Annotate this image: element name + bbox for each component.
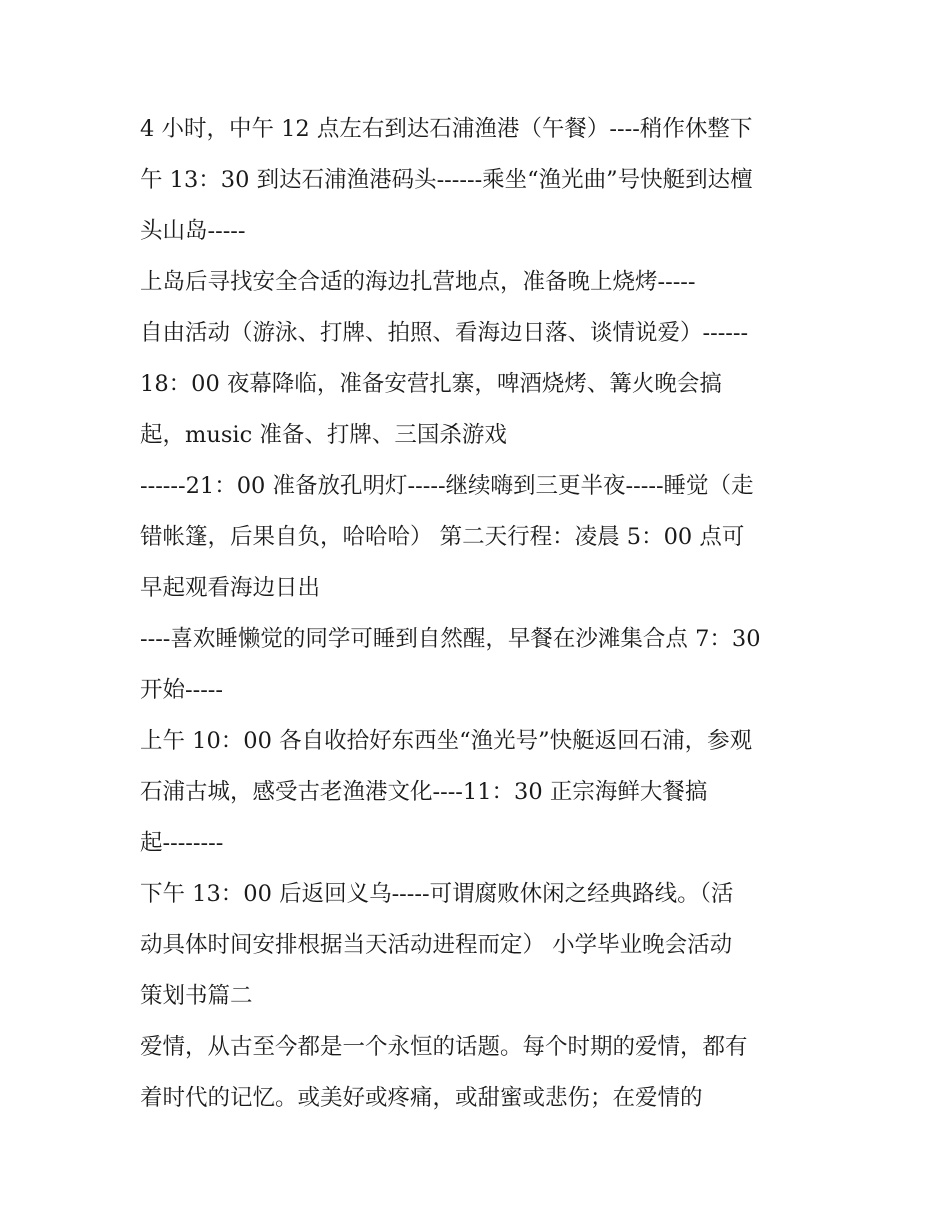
- text-line: 起--------: [140, 830, 224, 856]
- text-line: 爱情，从古至今都是一个永恒的话题。每个时期的爱情，都有: [140, 1034, 748, 1060]
- text-line: 头山岛-----: [140, 218, 246, 244]
- text-line: ------21：00 准备放孔明灯-----继续嗨到三更半夜-----睡觉（走: [140, 473, 754, 499]
- text-line: 18：00 夜幕降临，准备安营扎寨，啤酒烧烤、篝火晚会搞: [140, 371, 722, 397]
- text-line: 开始-----: [140, 677, 224, 703]
- text-line: 下午 13：00 后返回义乌-----可谓腐败休闲之经典路线。（活: [140, 881, 734, 907]
- text-line: 策划书篇二: [140, 983, 253, 1009]
- text-line: 动具体时间安排根据当天活动进程而定） 小学毕业晚会活动: [140, 932, 733, 958]
- text-line: 上午 10：00 各自收拾好东西坐“渔光号”快艇返回石浦，参观: [140, 728, 753, 754]
- text-line: 4 小时，中午 12 点左右到达石浦渔港（午餐）----稍作休整下: [140, 116, 753, 142]
- text-line: 着时代的记忆。或美好或疼痛，或甜蜜或悲伤；在爱情的: [140, 1085, 703, 1111]
- text-line: 上岛后寻找安全合适的海边扎营地点，准备晚上烧烤-----: [140, 269, 696, 295]
- text-line: 错帐篷，后果自负，哈哈哈） 第二天行程：凌晨 5：00 点可: [140, 524, 745, 550]
- text-line: 午 13：30 到达石浦渔港码头------乘坐“渔光曲”号快艇到达檀: [140, 167, 753, 193]
- document-body: [140, 110, 830, 1130]
- text-line: ----喜欢睡懒觉的同学可睡到自然醒，早餐在沙滩集合点 7：30: [140, 626, 761, 652]
- text-line: 起，music 准备、打牌、三国杀游戏: [140, 422, 507, 448]
- text-line: 石浦古城，感受古老渔港文化----11：30 正宗海鲜大餐搞: [140, 779, 708, 805]
- text-line: 自由活动（游泳、打牌、拍照、看海边日落、谈情说爱）------: [140, 320, 749, 346]
- text-line: 早起观看海边日出: [140, 575, 321, 601]
